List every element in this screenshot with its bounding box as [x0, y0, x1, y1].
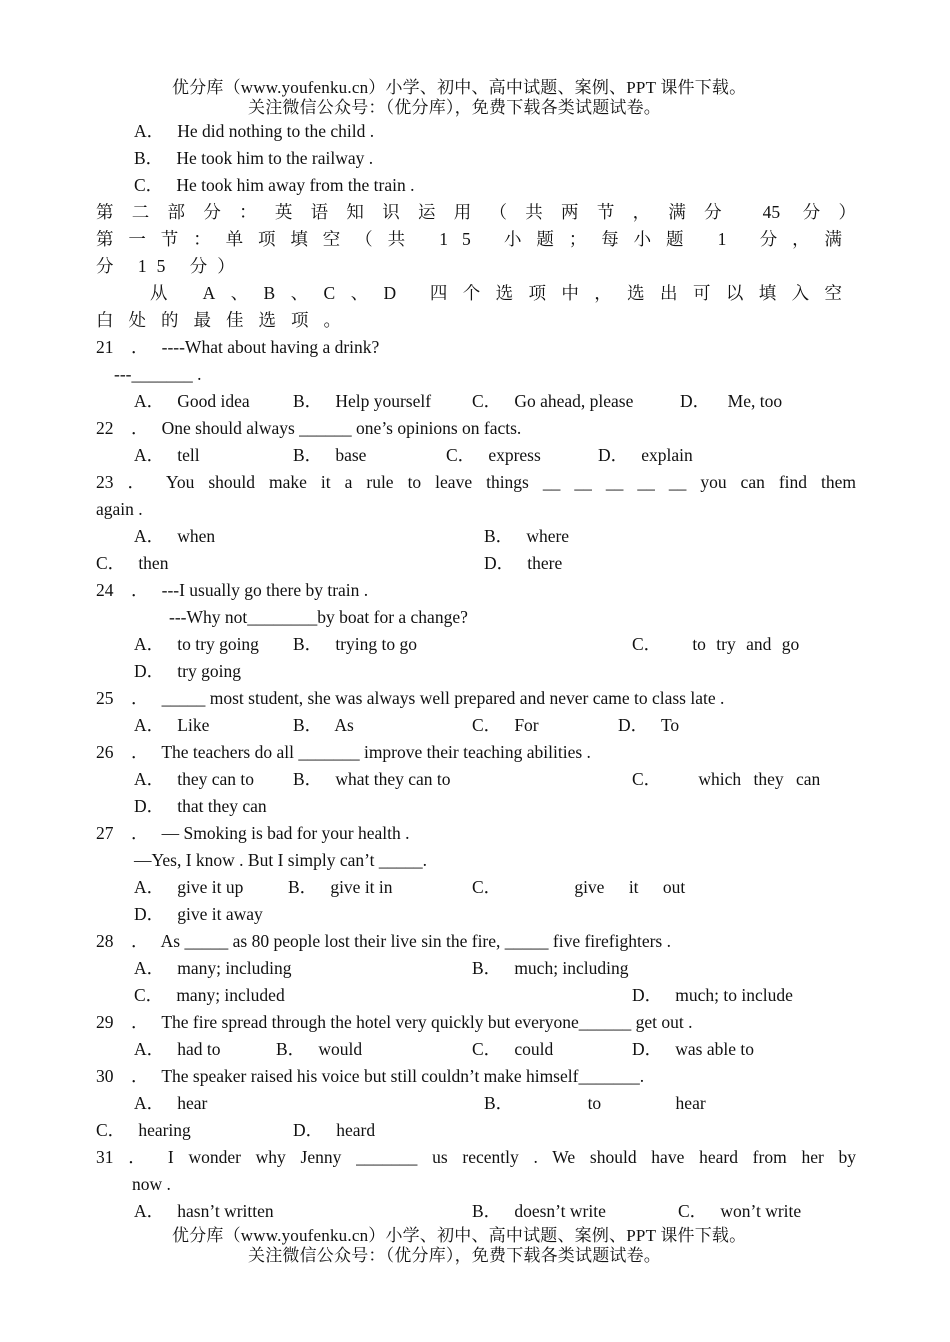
q27-option-b: B． give it in: [288, 877, 393, 897]
question-25: 25 ． _____ most student, she was always well prepared and never came to class late .: [96, 688, 725, 708]
question-27-reply: —Yes, I know . But I simply can’t _____.: [134, 850, 427, 870]
part-title: 第二部分：英语知识运用（共两节，满分 45 分）: [96, 202, 856, 222]
q24-option-d: D． try going: [134, 661, 241, 681]
q27-option-c: C． give it out: [472, 877, 686, 897]
q30-option-c: C． hearing: [96, 1120, 191, 1140]
q31-option-c: C． won’t write: [678, 1201, 802, 1221]
q28-option-b: B． much; including: [472, 958, 629, 978]
question-31: 31 ． I wonder why Jenny _______ us recently . We should have heard from her by: [96, 1147, 857, 1167]
q23-option-a: A． when: [134, 526, 216, 546]
q26-option-c: C． which they can: [632, 769, 821, 789]
question-21: 21 ． ----What about having a drink?: [96, 337, 380, 357]
instruction-1: 从 A、B、C、D 四个选项中，选出可以填入空: [150, 283, 856, 303]
question-30: 30 ． The speaker raised his voice but still couldn’t make himself_______.: [96, 1066, 645, 1086]
q22-option-c: C． express: [446, 445, 541, 465]
q28-option-d: D． much; to include: [632, 985, 793, 1005]
q29-option-d: D． was able to: [632, 1039, 754, 1059]
prev-option-a: A． He did nothing to the child .: [134, 121, 375, 141]
q22-option-a: A． tell: [134, 445, 200, 465]
q23-option-b: B． where: [484, 526, 570, 546]
question-27: 27 ． — Smoking is bad for your health .: [96, 823, 410, 843]
question-21-reply: ---_______ .: [114, 364, 202, 384]
q25-option-a: A． Like: [134, 715, 210, 735]
q21-option-b: B． Help yourself: [293, 391, 432, 411]
q27-option-d: D． give it away: [134, 904, 263, 924]
q27-option-a: A． give it up: [134, 877, 244, 897]
question-29: 29 ． The fire spread through the hotel very quickly but everyone______ get out .: [96, 1012, 693, 1032]
q26-option-b: B． what they can to: [293, 769, 451, 789]
prev-option-b: B． He took him to the railway .: [134, 148, 374, 168]
prev-option-c: C． He took him away from the train .: [134, 175, 415, 195]
q31-option-a: A． hasn’t written: [134, 1201, 274, 1221]
sub-title-2: 分 15 分）: [96, 256, 245, 276]
question-26: 26 ． The teachers do all _______ improve their teaching abilities .: [96, 742, 591, 762]
q22-option-d: D． explain: [598, 445, 693, 465]
q28-option-c: C． many; included: [134, 985, 285, 1005]
question-31-cont: now .: [132, 1174, 171, 1194]
q30-option-a: A． hear: [134, 1093, 208, 1113]
q21-option-c: C． Go ahead, please: [472, 391, 634, 411]
q31-option-b: B． doesn’t write: [472, 1201, 606, 1221]
question-23-cont: again .: [96, 499, 143, 519]
question-28: 28 ． As _____ as 80 people lost their live sin the fire, _____ five firefighters .: [96, 931, 671, 951]
header-line-2: 关注微信公众号：（优分库），免费下载各类试题试卷。: [248, 98, 661, 117]
q24-option-c: C． to try and go: [632, 634, 800, 654]
q24-option-a: A． to try going: [134, 634, 259, 654]
q25-option-d: D． To: [618, 715, 680, 735]
header-line-1: 优分库（www.youfenku.cn）小学、初中、高中试题、案例、PPT 课件下载。: [172, 78, 747, 97]
footer-line-2: 关注微信公众号：（优分库），免费下载各类试题试卷。: [248, 1246, 661, 1265]
q30-option-b: B． to hear: [484, 1093, 706, 1113]
q21-option-a: A． Good idea: [134, 391, 250, 411]
q28-option-a: A． many; including: [134, 958, 292, 978]
q29-option-b: B． would: [276, 1039, 363, 1059]
q21-option-d: D． Me, too: [680, 391, 783, 411]
question-24-reply: ---Why not________by boat for a change?: [169, 607, 468, 627]
q26-option-d: D． that they can: [134, 796, 267, 816]
q23-option-d: D． there: [484, 553, 563, 573]
instruction-2: 白处的最佳选项。: [96, 310, 356, 330]
q30-option-d: D． heard: [293, 1120, 376, 1140]
footer-line-1: 优分库（www.youfenku.cn）小学、初中、高中试题、案例、PPT 课件下载。: [172, 1226, 747, 1245]
q26-option-a: A． they can to: [134, 769, 255, 789]
q24-option-b: B． trying to go: [293, 634, 417, 654]
q25-option-b: B． As: [293, 715, 354, 735]
question-23: 23 ． You should make it a rule to leave things __ __ __ __ __ you can find them: [96, 472, 857, 492]
q29-option-a: A． had to: [134, 1039, 221, 1059]
q25-option-c: C． For: [472, 715, 539, 735]
sub-title-1: 第一节：单项填空（共 15 小题；每小题 1 分，满: [96, 229, 856, 249]
question-24: 24 ． ---I usually go there by train .: [96, 580, 369, 600]
q23-option-c: C． then: [96, 553, 169, 573]
q29-option-c: C． could: [472, 1039, 554, 1059]
q22-option-b: B． base: [293, 445, 367, 465]
question-22: 22 ． One should always ______ one’s opinions on facts.: [96, 418, 522, 438]
